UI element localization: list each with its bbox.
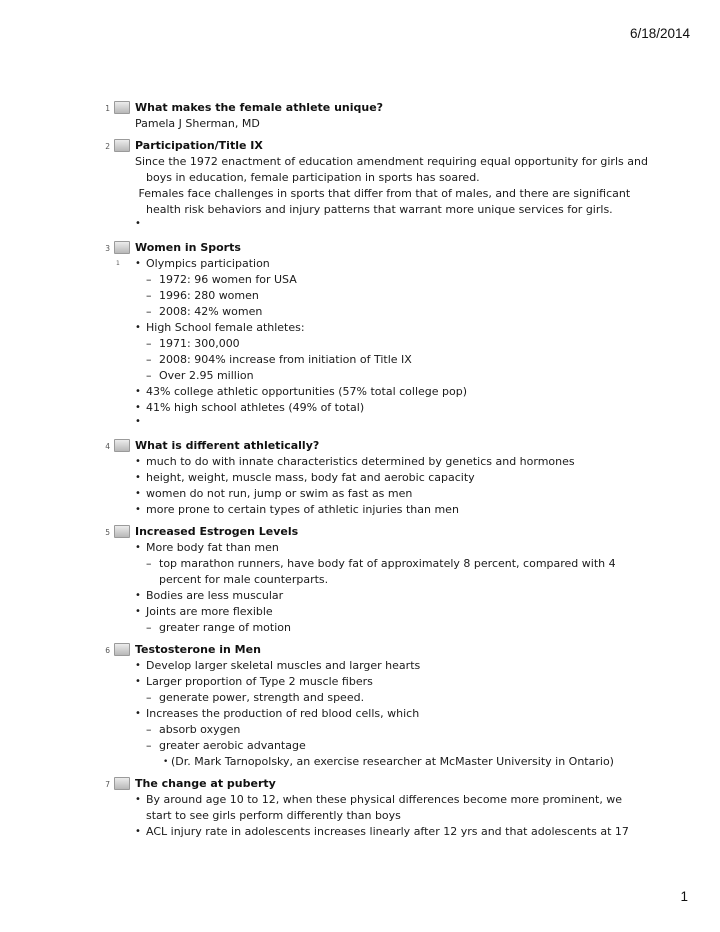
slide-thumbnail-icon[interactable] <box>114 241 130 254</box>
empty-bullet <box>135 218 720 234</box>
paragraph-line: Since the 1972 enactment of education amendment requiring equal opportunity for girls and <box>135 155 648 168</box>
bullet: • Develop larger skeletal muscles and larger hearts <box>135 658 720 674</box>
bullet: • 41% high school athletes (49% of total) <box>135 400 720 416</box>
empty-bullet <box>135 416 720 432</box>
bullet: • height, weight, muscle mass, body fat and aerobic capacity <box>135 470 720 486</box>
paragraph-line: boys in education, female participation in sports has soared. <box>146 171 480 184</box>
bullet: • Larger proportion of Type 2 muscle fibers <box>135 674 720 690</box>
sub-bullet-line: top marathon runners, have body fat of approximately 8 percent, compared with 4 <box>159 557 616 570</box>
sub-bullet <box>135 556 720 588</box>
sub-bullet: – 1972: 96 women for USA <box>135 272 720 288</box>
slide-title: Participation/Title IX <box>135 139 263 152</box>
slide-number: 5 <box>105 528 110 537</box>
slide-paragraph <box>135 154 720 186</box>
slide-thumbnail-icon[interactable] <box>114 439 130 452</box>
sub-sub-bullet: • (Dr. Mark Tarnopolsky, an exercise researcher at McMaster University in Ontario) <box>135 754 720 770</box>
slide-title: Increased Estrogen Levels <box>135 525 299 538</box>
bullet <box>135 792 720 824</box>
paragraph-line: health risk behaviors and injury patterns that warrant more unique services for girls. <box>146 203 613 216</box>
slide-number: 6 <box>105 646 110 655</box>
sub-bullet: – 2008: 904% increase from initiation of Title IX <box>135 352 720 368</box>
bullet: • High School female athletes: <box>135 320 720 336</box>
paragraph-line: Females face challenges in sports that differ from that of males, and there are significant <box>135 187 631 200</box>
slide-title: Women in Sports <box>135 241 241 254</box>
bullet: • 43% college athletic opportunities (57% total college pop) <box>135 384 720 400</box>
slide-number: 3 <box>105 244 110 253</box>
sub-bullet: – Over 2.95 million <box>135 368 720 384</box>
slide-title: What makes the female athlete unique? <box>135 101 384 114</box>
slide-thumbnail-icon[interactable] <box>114 777 130 790</box>
bullet-line: By around age 10 to 12, when these physical differences become more prominent, we <box>146 793 623 806</box>
slide-entry-1 <box>0 100 720 132</box>
slide-entry-7 <box>0 776 720 840</box>
slide-thumbnail-icon[interactable] <box>114 643 130 656</box>
slide-number: 7 <box>105 780 110 789</box>
slide-thumbnail-icon[interactable] <box>114 101 130 114</box>
slide-title: Testosterone in Men <box>135 643 261 656</box>
page-number: 1 <box>680 889 688 904</box>
slide-entry-5 <box>0 524 720 636</box>
sub-bullet: – greater range of motion <box>135 620 720 636</box>
sub-bullet: – greater aerobic advantage <box>135 738 720 754</box>
bullet: • more prone to certain types of athletic injuries than men <box>135 502 720 518</box>
sub-bullet: – 1971: 300,000 <box>135 336 720 352</box>
bullet: • More body fat than men <box>135 540 720 556</box>
slide-title: The change at puberty <box>135 777 276 790</box>
sub-slide-number: 1 <box>116 260 120 267</box>
slide-text: Pamela J Sherman, MD <box>135 117 260 130</box>
sub-bullet: – 1996: 280 women <box>135 288 720 304</box>
slide-thumbnail-icon[interactable] <box>114 139 130 152</box>
sub-bullet-line: percent for male counterparts. <box>159 573 329 586</box>
slide-notes-list <box>0 100 720 846</box>
slide-entry-3 <box>0 240 720 432</box>
bullet: • Bodies are less muscular <box>135 588 720 604</box>
slide-thumbnail-icon[interactable] <box>114 525 130 538</box>
bullet: • Increases the production of red blood cells, which <box>135 706 720 722</box>
bullet: • women do not run, jump or swim as fast as men <box>135 486 720 502</box>
slide-entry-4 <box>0 438 720 518</box>
slide-number: 2 <box>105 142 110 151</box>
bullet: • much to do with innate characteristics determined by genetics and hormones <box>135 454 720 470</box>
bullet: • ACL injury rate in adolescents increases linearly after 12 yrs and that adolescents at 17 <box>135 824 720 840</box>
sub-bullet: – 2008: 42% women <box>135 304 720 320</box>
slide-title: What is different athletically? <box>135 439 320 452</box>
bullet: • Joints are more flexible <box>135 604 720 620</box>
sub-bullet: – absorb oxygen <box>135 722 720 738</box>
sub-bullet: – generate power, strength and speed. <box>135 690 720 706</box>
bullet: • Olympics participation <box>135 256 720 272</box>
slide-paragraph <box>135 186 720 218</box>
slide-entry-6 <box>0 642 720 770</box>
slide-entry-2 <box>0 138 720 234</box>
slide-number: 1 <box>105 104 110 113</box>
bullet-line: start to see girls perform differently than boys <box>146 809 401 822</box>
print-date: 6/18/2014 <box>629 26 690 41</box>
slide-number: 4 <box>105 442 110 451</box>
